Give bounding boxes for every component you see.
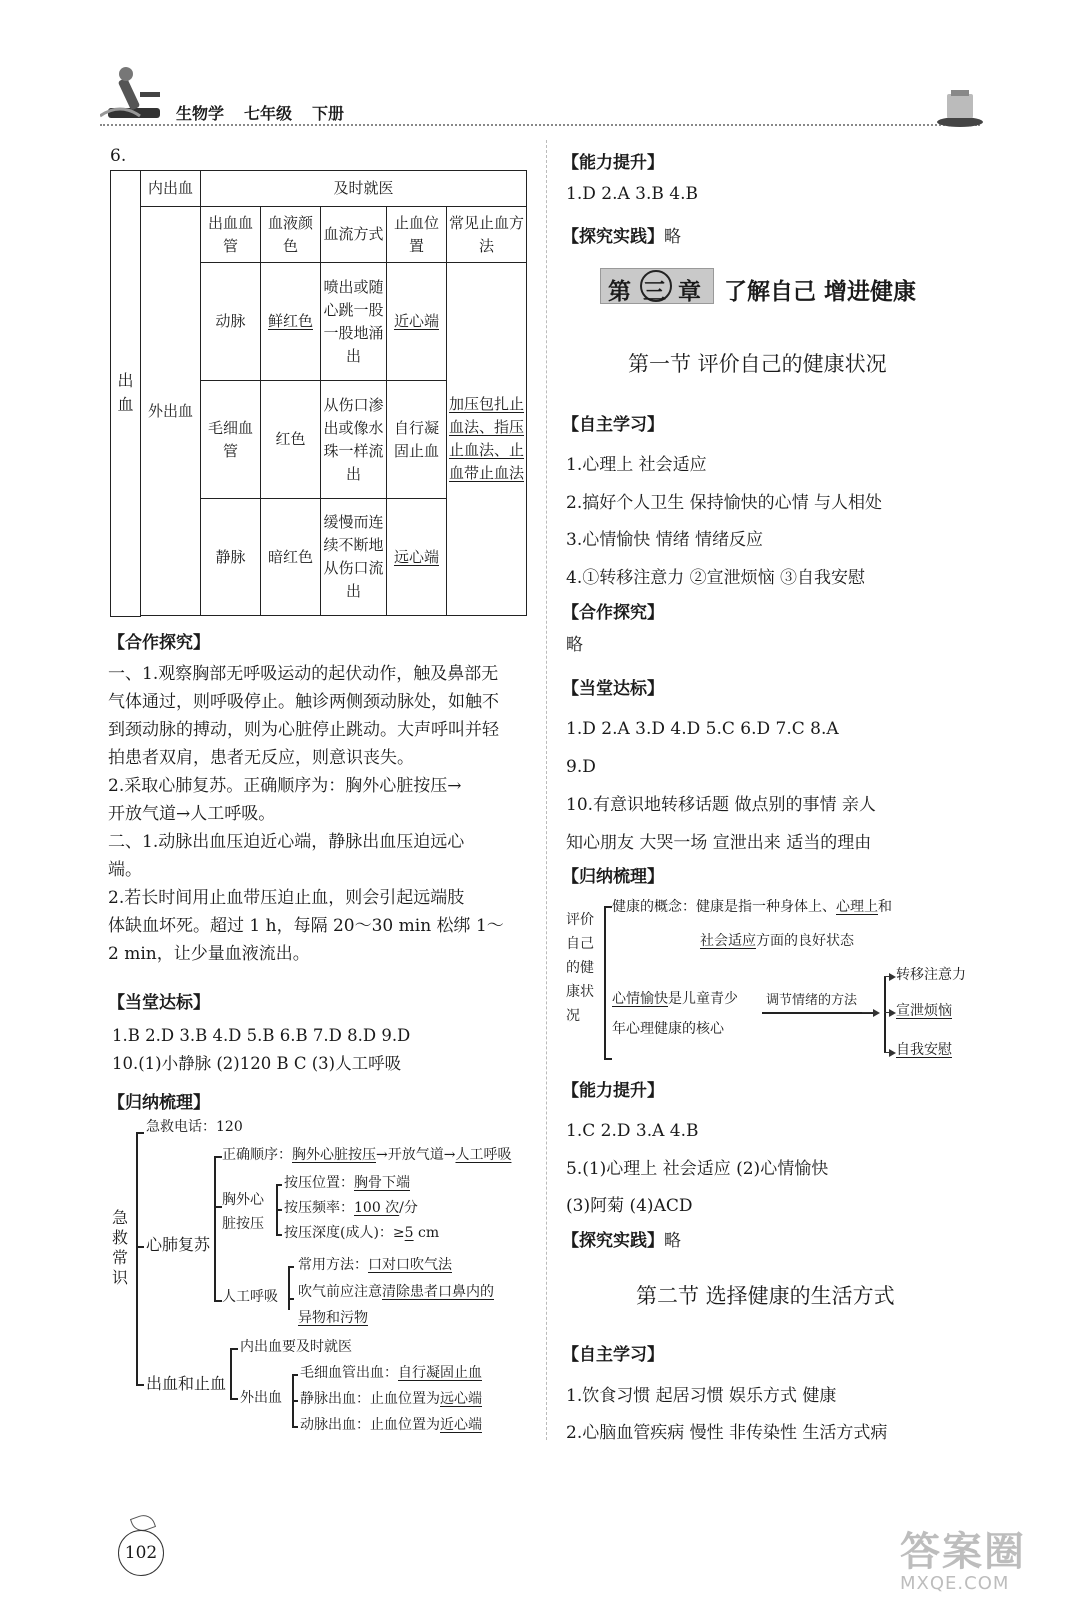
table-header: 止血位置 xyxy=(387,207,447,263)
color-cell: 暗红色 xyxy=(261,499,321,616)
method-1: 转移注意力 xyxy=(896,967,966,983)
flow-cell: 喷出或随心跳一股一股地涌出 xyxy=(321,263,387,381)
artery-bleed: 动脉出血：止血位置为近心端 xyxy=(300,1417,482,1433)
chapter-banner xyxy=(600,268,960,304)
tree-bleed: 出血和止血 xyxy=(146,1374,227,1393)
internal-bleed: 内出血要及时就医 xyxy=(240,1339,352,1355)
section-2-title: 第二节 选择健康的生活方式 xyxy=(636,1284,895,1308)
flow-cell: 缓慢而连续不断地从伤口流出 xyxy=(321,499,387,616)
color-cell: 鲜红色 xyxy=(261,263,321,381)
method-3: 自我安慰 xyxy=(896,1042,952,1058)
arrow-icon xyxy=(862,1012,878,1013)
left-dangtang-body: 1.B 2.D 3.B 4.D 5.B 6.B 7.D 8.D 9.D 10.(1)小静脉 (2)120 B C (3)人工呼吸 xyxy=(112,1026,411,1073)
breath-blow-line2: 异物和污物 xyxy=(298,1310,368,1326)
table-header: 血流方式 xyxy=(321,207,387,263)
method-label: 调节情绪的方法 xyxy=(766,993,858,1008)
table-header: 血液颜色 xyxy=(261,207,321,263)
external-bleed: 外出血 xyxy=(240,1390,282,1406)
right-zizhu-title: 【自主学习】 xyxy=(562,415,664,435)
tree-order: 正确顺序：胸外心脏按压→开放气道→人工呼吸 xyxy=(222,1147,512,1163)
color-cell: 红色 xyxy=(261,381,321,499)
microscope-icon xyxy=(100,62,170,124)
breath-common: 常用方法：口对口吹气法 xyxy=(298,1257,452,1273)
position-cell: 近心端 xyxy=(387,263,447,381)
tree-breath: 人工呼吸 xyxy=(222,1289,278,1305)
right-zizhu2-title: 【自主学习】 xyxy=(562,1345,664,1365)
chapter-suffix: 章 xyxy=(678,279,701,305)
internal-bleeding-label: 内出血 xyxy=(141,171,201,207)
external-bleeding-label: 外出血 xyxy=(141,207,201,616)
right-nengli2-title: 【能力提升】 xyxy=(562,1081,664,1101)
flow-cell: 从伤口渗出或像水珠一样流出 xyxy=(321,381,387,499)
tree-cpr: 心肺复苏 xyxy=(146,1235,211,1254)
header-subject: 生物学 xyxy=(176,104,225,123)
section-1-title: 第一节 评价自己的健康状况 xyxy=(628,352,887,376)
chapter-title: 了解自己 增进健康 xyxy=(724,279,917,305)
mood-line2: 年心理健康的核心 xyxy=(612,1021,724,1037)
header-volume: 下册 xyxy=(312,104,345,123)
vessel-cell: 毛细血管 xyxy=(201,381,261,499)
right-zizhu2-body: 1.饮食习惯 起居习惯 娱乐方式 健康 2.心脑血管疾病 慢性 非传染性 生活方式病 xyxy=(566,1386,888,1443)
arrow-icon xyxy=(884,1012,894,1013)
right-hezuo-title: 【合作探究】 xyxy=(562,603,664,623)
chapter-number: 三 xyxy=(643,279,666,305)
mood-line1: 心情愉快是儿童青少 xyxy=(612,991,738,1007)
position-cell: 自行凝固止血 xyxy=(387,381,447,499)
tree-root: 急救常识 xyxy=(112,1208,129,1287)
right-zizhu-body: 1.心理上 社会适应 2.搞好个人卫生 保持愉快的心情 与人相处 3.心情愉快 情绪 情绪反应 4.①转移注意力 ②宣泄烦恼 ③自我安慰 xyxy=(566,455,883,588)
bleeding-table xyxy=(110,170,527,617)
vessel-cell: 动脉 xyxy=(201,263,261,381)
header-divider xyxy=(100,124,980,126)
right-tanjiu: 【探究实践】略 xyxy=(562,227,681,247)
column-divider xyxy=(546,140,547,1440)
arrow-icon xyxy=(884,976,894,977)
methods-cell: 加压包扎止血法、指压止血法、止血带止血法 xyxy=(447,263,527,616)
right-tanjiu2: 【探究实践】略 xyxy=(562,1231,681,1251)
right-nengli2-body: 1.C 2.D 3.A 4.B 5.(1)心理上 社会适应 (2)心情愉快 (3)阿菊 (4)ACD xyxy=(566,1121,829,1216)
question-6-label: 6. xyxy=(110,146,127,166)
right-dangtang-title: 【当堂达标】 xyxy=(562,679,664,699)
method-2: 宣泄烦恼 xyxy=(896,1003,952,1019)
books-icon xyxy=(935,88,985,128)
breath-blow-line1: 吹气前应注意清除患者口鼻内的 xyxy=(298,1284,494,1300)
left-hezuo-body: 一、1.观察胸部无呼吸运动的起伏动作，触及鼻部无 气体通过，则呼吸停止。触诊两侧颈动脉处，如触不 到颈动脉的搏动，则为心脏停止跳动。大声呼叫并轻 拍患者双肩，患者无反应，则意识丧失。 2.采取心肺复苏。正确顺序为：胸外心脏按压→ 开放气道→人工呼吸。 二、1.动脉出血压迫近心端，静脉出血压迫远心 端。 2.若长时间用止血带压迫止血，则会引起远端肢 体缺血坏死。超过 1 h，每隔 20～30 min 松绑 1～ 2 min，让少量血液流出。 xyxy=(108,664,504,964)
press-position: 按压位置：胸骨下端 xyxy=(284,1175,410,1191)
table-header: 常见止血方法 xyxy=(447,207,527,263)
tree-chest: 胸外心脏按压 xyxy=(222,1192,264,1232)
press-depth: 按压深度(成人)：≥5 cm xyxy=(284,1225,440,1241)
position-cell: 远心端 xyxy=(387,499,447,616)
health-concept-line1: 健康的概念：健康是指一种身体上、心理上和 xyxy=(612,899,892,915)
right-nengli-title: 【能力提升】 xyxy=(562,153,664,173)
watermark: 答案圈 MXQE.COM xyxy=(900,1529,1026,1594)
right-hezuo-text: 略 xyxy=(566,635,583,655)
left-hezuo-title: 【合作探究】 xyxy=(108,633,210,653)
left-dangtang-title: 【当堂达标】 xyxy=(108,993,210,1013)
capillary-bleed: 毛细血管出血：自行凝固止血 xyxy=(300,1365,482,1381)
left-guina-title: 【归纳梳理】 xyxy=(108,1093,210,1113)
right-dangtang-body: 1.D 2.A 3.D 4.D 5.C 6.D 7.C 8.A 9.D 10.有意识地转移话题 做点别的事情 亲人 知心朋友 大哭一场 宣泄出来 适当的理由 xyxy=(566,719,876,853)
internal-bleeding-action: 及时就医 xyxy=(201,171,527,207)
page-header xyxy=(0,0,1089,140)
chapter-prefix: 第 xyxy=(608,279,631,305)
right-nengli-answers: 1.D 2.A 3.B 4.B xyxy=(566,184,698,204)
vein-bleed: 静脉出血：止血位置为远心端 xyxy=(300,1391,482,1407)
right-guina-title: 【归纳梳理】 xyxy=(562,867,664,887)
health-concept-line2: 社会适应方面的良好状态 xyxy=(700,933,854,949)
emergency-call: 急救电话：120 xyxy=(146,1119,243,1135)
arrow-icon xyxy=(884,1052,894,1053)
press-frequency: 按压频率：100 次/分 xyxy=(284,1200,418,1216)
table-header: 出血血管 xyxy=(201,207,261,263)
header-grade: 七年级 xyxy=(244,104,293,123)
vessel-cell: 静脉 xyxy=(201,499,261,616)
health-tree-root: 评价自己的健康状况 xyxy=(566,912,594,1024)
page-number: 102 xyxy=(118,1530,164,1576)
table-row-label: 出血 xyxy=(111,171,141,617)
